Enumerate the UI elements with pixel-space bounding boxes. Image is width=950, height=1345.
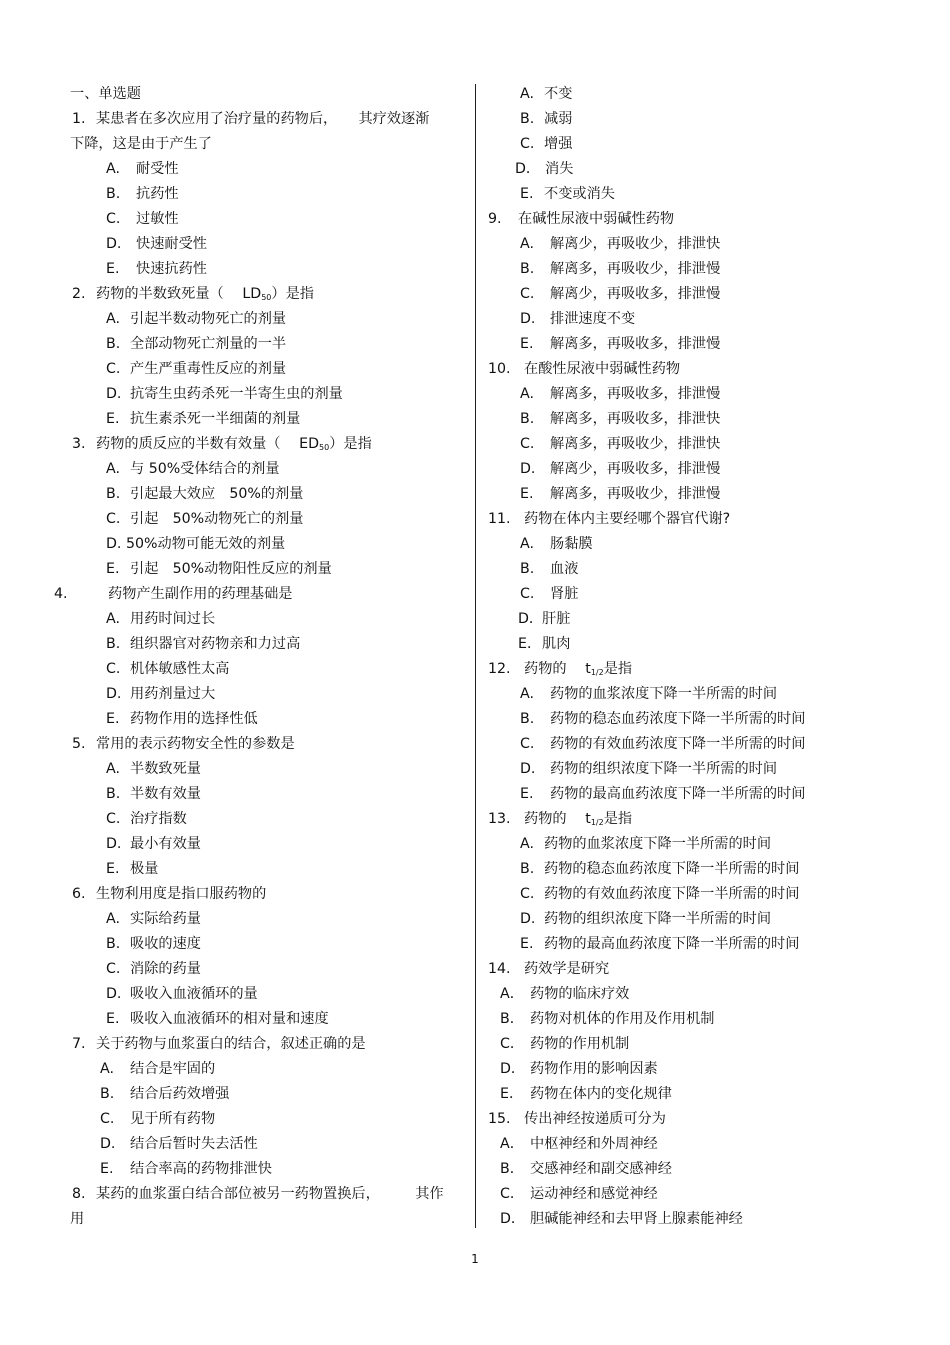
question-text: 药物的质反应的半数有效量（ ED xyxy=(96,436,320,452)
option xyxy=(70,257,465,282)
option-text: 过敏性 xyxy=(136,211,179,227)
question-number: 5. xyxy=(72,736,86,752)
option-text: 药物的稳态血药浓度下降一半所需的时间 xyxy=(550,711,806,727)
option xyxy=(70,957,465,982)
option-text: 吸收入血液循环的量 xyxy=(130,986,258,1002)
option-label: D. xyxy=(520,911,536,927)
option xyxy=(488,782,928,807)
option xyxy=(488,332,928,357)
question-text: 在酸性尿液中弱碱性药物 xyxy=(524,361,681,377)
option xyxy=(70,157,465,182)
section-title: 一、单选题 xyxy=(70,86,141,102)
option xyxy=(70,682,465,707)
option-label: D． xyxy=(500,1061,526,1077)
option xyxy=(488,632,928,657)
option-label: D. xyxy=(520,761,536,777)
question-text-end: 是指 xyxy=(603,661,633,677)
option xyxy=(488,1032,928,1057)
option-text: 吸收的速度 xyxy=(130,936,201,952)
option-text: 药物的组织浓度下降一半所需的时间 xyxy=(550,761,778,777)
question-11 xyxy=(488,507,928,532)
option-text: 解离多，再吸收多，排泄快 xyxy=(550,411,721,427)
option-label: E． xyxy=(500,1086,524,1102)
option-text: 治疗指数 xyxy=(130,811,187,827)
option-label: B. xyxy=(106,336,121,352)
option-label: A. xyxy=(106,161,120,177)
option-label: A. xyxy=(106,911,120,927)
question-text-end: 是指 xyxy=(603,811,633,827)
option-text: 解离多，再吸收少，排泄慢 xyxy=(550,486,721,502)
option-text: 解离多，再吸收少，排泄快 xyxy=(550,436,721,452)
option-text: 肾脏 xyxy=(550,586,579,602)
option-label: C. xyxy=(520,286,535,302)
option xyxy=(488,557,928,582)
option-label: E. xyxy=(106,411,120,427)
option xyxy=(70,1132,465,1157)
option xyxy=(70,832,465,857)
option-text: 药物对机体的作用及作用机制 xyxy=(530,1011,715,1027)
option-text: 药物的血浆浓度下降一半所需的时间 xyxy=(544,836,772,852)
option-text: 解离多，再吸收多，排泄慢 xyxy=(550,386,721,402)
question-number: 3. xyxy=(72,436,86,452)
option-label: A. xyxy=(520,836,534,852)
option-label: C. xyxy=(106,961,121,977)
option xyxy=(488,1207,928,1232)
option xyxy=(488,757,928,782)
question-number: 1. xyxy=(72,111,86,127)
option-label: E. xyxy=(520,936,534,952)
option xyxy=(488,907,928,932)
option-text: 排泄速度不变 xyxy=(550,311,636,327)
option-label: B. xyxy=(520,861,535,877)
question-6 xyxy=(70,882,465,907)
option xyxy=(488,732,928,757)
question-number: 14. xyxy=(488,961,511,977)
option-text: 快速耐受性 xyxy=(136,236,207,252)
option-text: 血液 xyxy=(550,561,579,577)
question-number: 4. xyxy=(54,586,68,602)
option-label: C. xyxy=(520,886,535,902)
option-text: 解离多，再吸收少，排泄慢 xyxy=(550,261,721,277)
option-label: B． xyxy=(500,1011,524,1027)
question-1-continued: 下降，这是由于产生了 xyxy=(70,136,212,152)
option xyxy=(70,632,465,657)
question-9 xyxy=(488,207,928,232)
option-text: 机体敏感性太高 xyxy=(130,661,230,677)
option-text: 抗寄生虫药杀死一半寄生虫的剂量 xyxy=(130,386,343,402)
question-8-continued: 用 xyxy=(70,1211,85,1227)
question-number: 12. xyxy=(488,661,511,677)
option-label: A． xyxy=(500,1136,524,1152)
question-number: 8. xyxy=(72,1186,86,1202)
question-number: 15. xyxy=(488,1111,511,1127)
option xyxy=(488,982,928,1007)
option-text: 药物的稳态血药浓度下降一半所需的时间 xyxy=(544,861,800,877)
option-text: 药物的最高血药浓度下降一半所需的时间 xyxy=(544,936,800,952)
option-label: A. xyxy=(100,1061,114,1077)
subscript: 1/2 xyxy=(590,818,604,827)
option-text: 药物的最高血药浓度下降一半所需的时间 xyxy=(550,786,806,802)
option-text: 胆碱能神经和去甲肾上腺素能神经 xyxy=(530,1211,743,1227)
option-label: E. xyxy=(520,786,534,802)
question-text: 药物的半数致死量（ LD xyxy=(96,286,262,302)
option xyxy=(70,932,465,957)
option-label: D． xyxy=(500,1211,526,1227)
option-text: 结合是牢固的 xyxy=(130,1061,216,1077)
option-label: B. xyxy=(520,711,535,727)
option-text: 交感神经和副交感神经 xyxy=(530,1161,672,1177)
option-label: C． xyxy=(500,1036,525,1052)
question-number: 6. xyxy=(72,886,86,902)
option-label: D. xyxy=(106,836,122,852)
question-text: 某药的血浆蛋白结合部位被另一药物置换后， 其作 xyxy=(96,1186,444,1202)
question-text-end: ）是指 xyxy=(329,436,372,452)
option xyxy=(70,707,465,732)
option xyxy=(70,457,465,482)
option-text: 结合率高的药物排泄快 xyxy=(130,1161,272,1177)
option xyxy=(488,582,928,607)
option-text: 药物的作用机制 xyxy=(530,1036,630,1052)
question-number: 13. xyxy=(488,811,511,827)
option-label: B. xyxy=(106,486,121,502)
option-text: 引起半数动物死亡的剂量 xyxy=(130,311,287,327)
option-label: B. xyxy=(106,936,121,952)
question-13 xyxy=(488,807,928,832)
right-column xyxy=(488,82,928,1232)
option-text: 50%动物可能无效的剂量 xyxy=(126,536,286,552)
question-10 xyxy=(488,357,928,382)
option-text: 见于所有药物 xyxy=(130,1111,216,1127)
option-text: 实际给药量 xyxy=(130,911,201,927)
option xyxy=(488,707,928,732)
option-label: E. xyxy=(520,486,534,502)
option xyxy=(488,132,928,157)
question-number: 9. xyxy=(488,211,502,227)
option xyxy=(488,1007,928,1032)
option-text: 不变 xyxy=(544,86,573,102)
option xyxy=(488,82,928,107)
option-label: C. xyxy=(520,586,535,602)
option-label: D. xyxy=(106,536,122,552)
question-number: 11. xyxy=(488,511,511,527)
option xyxy=(70,232,465,257)
question-text: 传出神经按递质可分为 xyxy=(524,1111,666,1127)
option-label: E. xyxy=(106,561,120,577)
option-label: D. xyxy=(106,686,122,702)
option xyxy=(488,407,928,432)
option-label: A. xyxy=(520,536,534,552)
option xyxy=(70,657,465,682)
option-text: 消失 xyxy=(545,161,574,177)
question-text: 药物在体内主要经哪个器官代谢? xyxy=(524,511,731,527)
option-text: 吸收入血液循环的相对量和速度 xyxy=(130,1011,329,1027)
option xyxy=(488,432,928,457)
option-label: D. xyxy=(106,236,122,252)
question-1 xyxy=(70,107,465,132)
option-label: C. xyxy=(106,661,121,677)
option-text: 解离少，再吸收多，排泄慢 xyxy=(550,286,721,302)
option-text: 引起最大效应 50%的剂量 xyxy=(130,486,304,502)
page-number: 1 xyxy=(471,1252,479,1266)
option-label: E. xyxy=(106,261,120,277)
option-label: E. xyxy=(106,861,120,877)
option xyxy=(70,207,465,232)
option-text: 药物的有效血药浓度下降一半所需的时间 xyxy=(544,886,800,902)
option-label: C． xyxy=(500,1186,525,1202)
option-label: B. xyxy=(520,261,535,277)
option-text: 药物作用的选择性低 xyxy=(130,711,258,727)
option-text: 肠黏膜 xyxy=(550,536,593,552)
option xyxy=(488,1182,928,1207)
option-label: D． xyxy=(515,161,541,177)
option-label: D. xyxy=(100,1136,116,1152)
option-label: C. xyxy=(106,361,121,377)
option xyxy=(488,182,928,207)
option xyxy=(70,332,465,357)
option-label: D． xyxy=(518,611,544,627)
option-text: 抗生素杀死一半细菌的剂量 xyxy=(130,411,301,427)
option xyxy=(488,1082,928,1107)
question-number: 2. xyxy=(72,286,86,302)
option-label: B. xyxy=(520,111,535,127)
option-label: A. xyxy=(106,461,120,477)
option-label: A． xyxy=(500,986,524,1002)
question-text: 药物产生副作用的药理基础是 xyxy=(108,586,293,602)
question-text: 某患者在多次应用了治疗量的药物后， 其疗效逐渐 xyxy=(96,111,430,127)
option-text: 增强 xyxy=(544,136,573,152)
option xyxy=(488,832,928,857)
option xyxy=(488,107,928,132)
option xyxy=(488,232,928,257)
option-label: A. xyxy=(520,386,534,402)
option-label: C. xyxy=(100,1111,115,1127)
option-label: A. xyxy=(520,86,534,102)
option-text: 组织器官对药物亲和力过高 xyxy=(130,636,301,652)
option xyxy=(488,282,928,307)
option xyxy=(70,857,465,882)
question-7 xyxy=(70,1032,465,1057)
option-text: 药物在体内的变化规律 xyxy=(530,1086,672,1102)
option-label: B. xyxy=(106,636,121,652)
option-label: A. xyxy=(520,686,534,702)
option-text: 耐受性 xyxy=(136,161,179,177)
option xyxy=(70,1107,465,1132)
subscript: 50 xyxy=(261,293,272,302)
question-number: 7. xyxy=(72,1036,86,1052)
option xyxy=(488,532,928,557)
option-text: 极量 xyxy=(130,861,159,877)
option xyxy=(70,1082,465,1107)
subscript: 50 xyxy=(319,443,330,452)
option xyxy=(70,357,465,382)
option-text: 药物的有效血药浓度下降一半所需的时间 xyxy=(550,736,806,752)
option xyxy=(70,407,465,432)
question-4 xyxy=(54,582,465,607)
option-label: B. xyxy=(520,411,535,427)
option-text: 与 50%受体结合的剂量 xyxy=(130,461,280,477)
option xyxy=(488,857,928,882)
option xyxy=(70,307,465,332)
option-label: B. xyxy=(106,186,121,202)
option-text: 引起 50%动物死亡的剂量 xyxy=(130,511,304,527)
option xyxy=(70,607,465,632)
option xyxy=(70,907,465,932)
option-text: 肌肉 xyxy=(542,636,571,652)
option-text: 消除的药量 xyxy=(130,961,201,977)
option xyxy=(488,1157,928,1182)
question-text: 在碱性尿液中弱碱性药物 xyxy=(518,211,675,227)
option-label: C. xyxy=(520,136,535,152)
option xyxy=(488,932,928,957)
option-label: E. xyxy=(520,186,534,202)
option-text: 药物的临床疗效 xyxy=(530,986,630,1002)
question-text: 药物的 t xyxy=(524,661,591,677)
option xyxy=(488,157,928,182)
question-14 xyxy=(488,957,928,982)
option-text: 药物作用的影响因素 xyxy=(530,1061,658,1077)
question-number: 10. xyxy=(488,361,511,377)
option-text: 不变或消失 xyxy=(544,186,615,202)
question-text: 常用的表示药物安全性的参数是 xyxy=(96,736,295,752)
option xyxy=(70,382,465,407)
option-label: B. xyxy=(106,786,121,802)
option-text: 肝脏 xyxy=(542,611,571,627)
option-label: D. xyxy=(106,986,122,1002)
option-text: 解离少，再吸收多，排泄慢 xyxy=(550,461,721,477)
option-label: C. xyxy=(520,736,535,752)
option xyxy=(488,682,928,707)
option-text: 全部动物死亡剂量的一半 xyxy=(130,336,287,352)
option-label: A. xyxy=(106,761,120,777)
option xyxy=(70,782,465,807)
question-2 xyxy=(70,282,465,307)
option xyxy=(70,532,465,557)
option xyxy=(70,1057,465,1082)
option-label: D. xyxy=(520,311,536,327)
option-label: A. xyxy=(520,236,534,252)
option xyxy=(488,607,928,632)
option-label: E. xyxy=(106,711,120,727)
option xyxy=(488,882,928,907)
question-text: 生物利用度是指口服药物的 xyxy=(96,886,267,902)
question-text: 药效学是研究 xyxy=(524,961,610,977)
option-label: B. xyxy=(100,1086,115,1102)
option-label: B. xyxy=(520,561,535,577)
option-label: B． xyxy=(500,1161,524,1177)
subscript: 1/2 xyxy=(590,668,604,677)
option-label: C. xyxy=(520,436,535,452)
option xyxy=(488,257,928,282)
option xyxy=(488,307,928,332)
option-text: 产生严重毒性反应的剂量 xyxy=(130,361,287,377)
option-text: 抗药性 xyxy=(136,186,179,202)
option-label: E. xyxy=(106,1011,120,1027)
option xyxy=(488,1057,928,1082)
option-label: C. xyxy=(106,511,121,527)
option-label: E. xyxy=(520,336,534,352)
option xyxy=(488,382,928,407)
option xyxy=(70,982,465,1007)
option-label: D. xyxy=(520,461,536,477)
option-text: 中枢神经和外周神经 xyxy=(530,1136,658,1152)
option xyxy=(70,807,465,832)
option-text: 解离多，再吸收多，排泄慢 xyxy=(550,336,721,352)
question-text: 药物的 t xyxy=(524,811,591,827)
option-text: 药物的组织浓度下降一半所需的时间 xyxy=(544,911,772,927)
option-text: 结合后暂时失去活性 xyxy=(130,1136,258,1152)
question-3 xyxy=(70,432,465,457)
option-label: D. xyxy=(106,386,122,402)
option xyxy=(488,1132,928,1157)
option-text: 引起 50%动物阳性反应的剂量 xyxy=(130,561,332,577)
option-text: 用药时间过长 xyxy=(130,611,216,627)
option xyxy=(70,1007,465,1032)
option-text: 最小有效量 xyxy=(130,836,201,852)
option-label: A. xyxy=(106,311,120,327)
option xyxy=(70,757,465,782)
option-text: 运动神经和感觉神经 xyxy=(530,1186,658,1202)
option-label: E. xyxy=(100,1161,114,1177)
option-label: C. xyxy=(106,811,121,827)
option-label: C. xyxy=(106,211,121,227)
option-label: A. xyxy=(106,611,120,627)
option xyxy=(70,482,465,507)
left-column xyxy=(54,82,465,1232)
option-text: 半数致死量 xyxy=(130,761,201,777)
option-text: 快速抗药性 xyxy=(136,261,207,277)
option xyxy=(70,1157,465,1182)
question-12 xyxy=(488,657,928,682)
option-text: 结合后药效增强 xyxy=(130,1086,230,1102)
option-text: 药物的血浆浓度下降一半所需的时间 xyxy=(550,686,778,702)
option xyxy=(488,482,928,507)
option-text: 用药剂量过大 xyxy=(130,686,216,702)
question-text-end: ）是指 xyxy=(271,286,314,302)
question-text: 关于药物与血浆蛋白的结合，叙述正确的是 xyxy=(96,1036,366,1052)
option-text: 解离少，再吸收少，排泄快 xyxy=(550,236,721,252)
question-15 xyxy=(488,1107,928,1132)
option xyxy=(70,507,465,532)
question-5 xyxy=(70,732,465,757)
option xyxy=(488,457,928,482)
column-divider xyxy=(475,84,476,1228)
option-text: 半数有效量 xyxy=(130,786,201,802)
option-text: 减弱 xyxy=(544,111,573,127)
option xyxy=(70,557,465,582)
option xyxy=(70,182,465,207)
question-8 xyxy=(70,1182,465,1207)
option-label: E． xyxy=(518,636,542,652)
